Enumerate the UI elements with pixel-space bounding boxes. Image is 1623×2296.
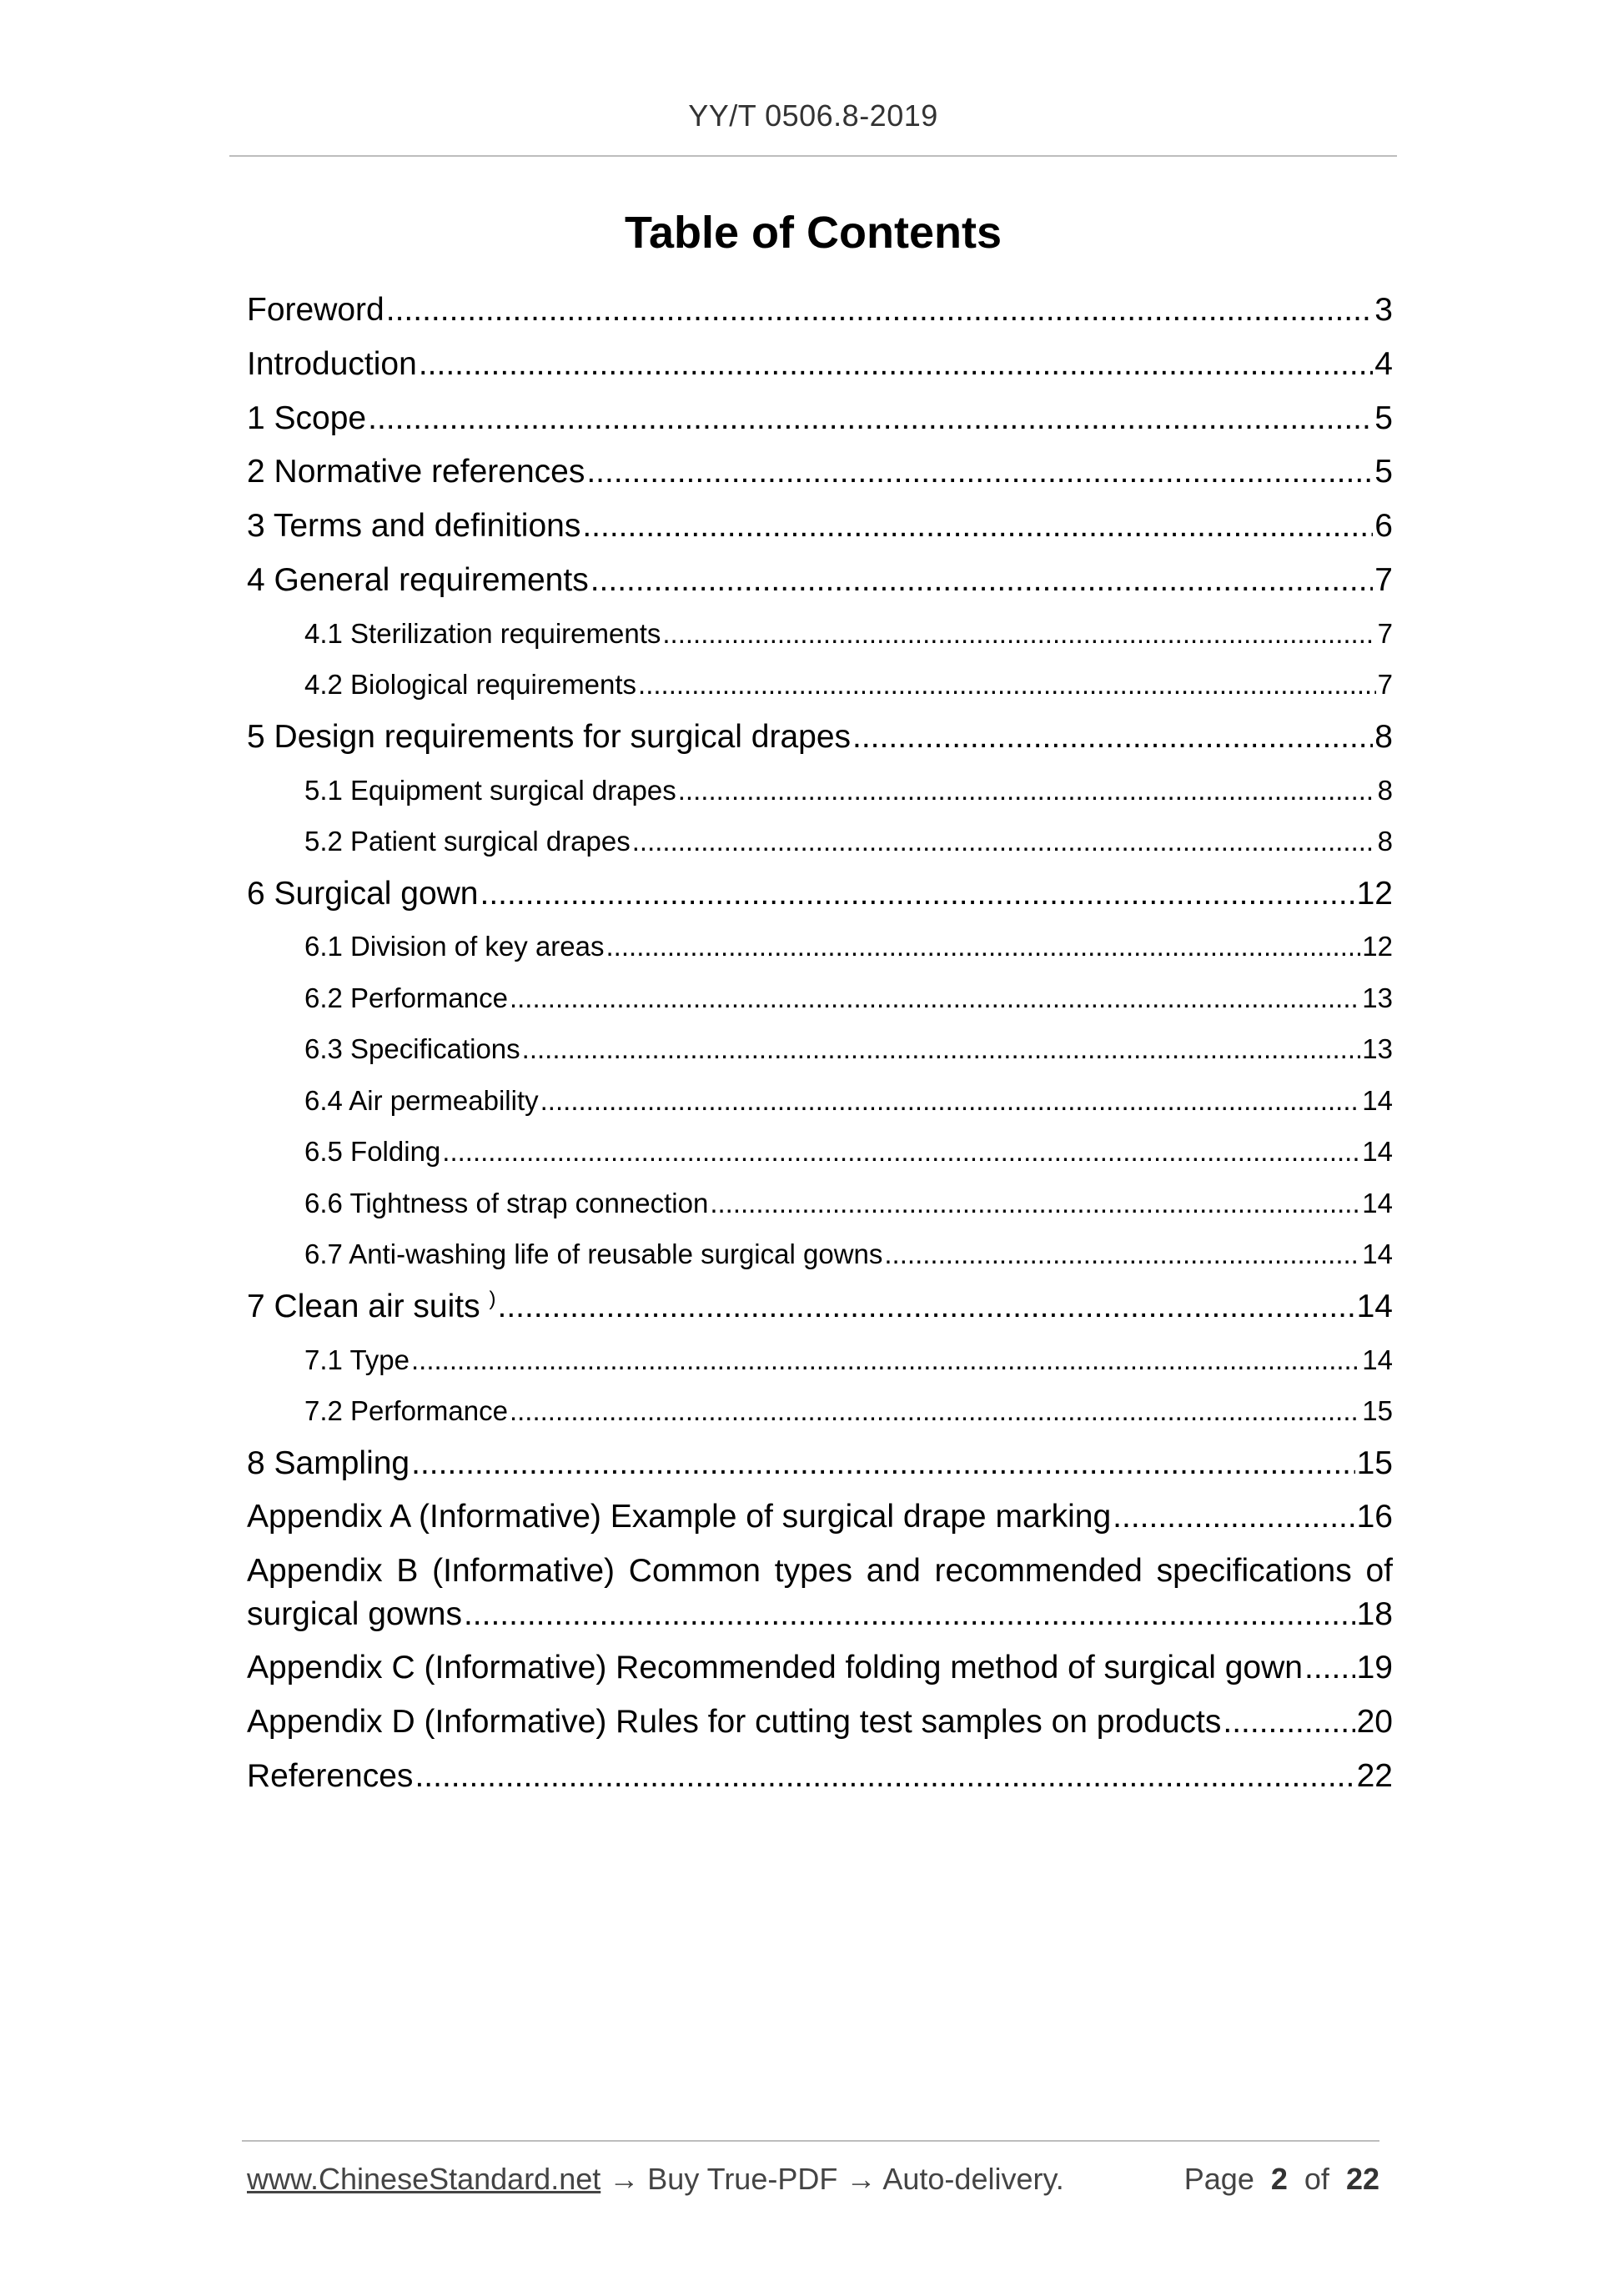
toc-leader-dots [497, 1280, 1354, 1334]
toc-leader-dots [638, 659, 1376, 711]
toc-entry-page: 14 [1362, 1187, 1393, 1218]
toc-leader-dots [586, 445, 1373, 500]
toc-entry-biological-requirements[interactable] [247, 659, 1393, 711]
toc-leader-dots [632, 816, 1376, 867]
toc-entry-specifications[interactable] [247, 1023, 1393, 1075]
toc-entry-label: Foreword [247, 292, 384, 328]
website-link[interactable]: www.ChineseStandard.net [247, 2162, 601, 2196]
toc-entry-label: Appendix D (Informative) Rules for cutting test samples on products [247, 1704, 1222, 1741]
toc-entry-label: 6.3 Specifications [304, 1033, 520, 1065]
toc-entry-normative-references[interactable] [247, 445, 1393, 500]
of-word: of [1304, 2162, 1329, 2196]
toc-entry-division-key-areas[interactable] [247, 921, 1393, 972]
toc-entry-label-line2: surgical gowns [247, 1596, 462, 1633]
toc-entry-label: Appendix A (Informative) Example of surgical drape marking [247, 1499, 1112, 1535]
toc-entry-page: 8 [1377, 826, 1393, 857]
header-divider [229, 155, 1397, 157]
toc-entry-label: 6.4 Air permeability [304, 1084, 539, 1116]
toc-leader-dots [606, 921, 1361, 972]
toc-entry-line2 [247, 1593, 1393, 1641]
toc-entry-page: 15 [1356, 1444, 1393, 1481]
toc-entry-scope[interactable] [247, 392, 1393, 446]
toc-entry-page: 5 [1374, 399, 1393, 436]
page-current: 2 [1270, 2162, 1288, 2196]
toc-leader-dots [510, 1385, 1360, 1437]
toc-entry-surgical-gown[interactable] [247, 867, 1393, 922]
toc-entry-performance-suits[interactable] [247, 1385, 1393, 1437]
toc-entry-appendix-a[interactable] [247, 1490, 1393, 1545]
toc-entry-label: 6.1 Division of key areas [304, 931, 605, 962]
toc-entry-label: 3 Terms and definitions [247, 508, 581, 545]
page-word: Page [1183, 2162, 1254, 2196]
toc-entry-label-line1: Appendix B (Informative) Common types and recommended specifications of [247, 1553, 1393, 1590]
toc-entry-page: 3 [1374, 292, 1393, 328]
toc-leader-dots [1113, 1490, 1354, 1545]
toc-entry-page: 12 [1362, 931, 1393, 962]
toc-entry-page: 20 [1356, 1704, 1393, 1741]
delivery-text: Auto-delivery. [882, 2162, 1064, 2196]
toc-entry-performance-gown[interactable] [247, 972, 1393, 1024]
toc-entry-air-permeability[interactable] [247, 1075, 1393, 1127]
toc-entry-label: 5 Design requirements for surgical drapes [247, 718, 852, 755]
toc-leader-dots [368, 392, 1373, 446]
toc-leader-dots [590, 554, 1374, 608]
toc-leader-dots [386, 284, 1374, 338]
toc-entry-type[interactable] [247, 1334, 1393, 1386]
toc-entry-page: 6 [1374, 508, 1393, 545]
toc-leader-dots [1304, 1641, 1355, 1696]
toc-entry-page: 13 [1362, 982, 1393, 1013]
toc-leader-dots [411, 1437, 1354, 1491]
toc-leader-dots [852, 711, 1373, 765]
toc-entry-sterilization-requirements[interactable] [247, 608, 1393, 660]
toc-entry-label: 4 General requirements [247, 561, 589, 598]
toc-entry-references[interactable] [247, 1750, 1393, 1804]
toc-entry-page: 18 [1356, 1596, 1393, 1633]
toc-entry-label: 6.7 Anti-washing life of reusable surgical gowns [304, 1238, 883, 1270]
toc-entry-page: 22 [1356, 1757, 1393, 1794]
toc-entry-page: 7 [1377, 669, 1393, 701]
toc-entry-page: 14 [1362, 1136, 1393, 1168]
toc-entry-page: 14 [1362, 1238, 1393, 1270]
toc-entry-appendix-c[interactable] [247, 1641, 1393, 1696]
toc-leader-dots [480, 867, 1355, 922]
toc-entry-page: 4 [1374, 345, 1393, 382]
toc-entry-equipment-surgical-drapes[interactable] [247, 765, 1393, 816]
footer-divider [242, 2140, 1379, 2142]
toc-entry-anti-washing-life[interactable] [247, 1228, 1393, 1280]
toc-leader-dots [1223, 1696, 1354, 1750]
toc-entry-label: 7.2 Performance [304, 1395, 508, 1427]
toc-entry-label: 7.1 Type [304, 1344, 410, 1375]
toc-leader-dots [415, 1750, 1354, 1804]
page-total: 22 [1345, 2162, 1379, 2196]
toc-entry-page: 14 [1356, 1288, 1393, 1324]
toc-entry-label: References [247, 1757, 414, 1794]
toc-entry-label: 6.6 Tightness of strap connection [304, 1187, 709, 1218]
arrow-icon: → [609, 2162, 640, 2196]
toc-entry-page: 16 [1356, 1499, 1393, 1535]
toc-entry-appendix-b[interactable] [247, 1545, 1393, 1641]
toc-entry-folding[interactable] [247, 1126, 1393, 1178]
toc-entry-page: 14 [1362, 1084, 1393, 1116]
page-header-standard-id: YY/T 0506.8-2019 [688, 98, 938, 133]
toc-entry-label [247, 1280, 497, 1334]
toc-entry-label: 6.2 Performance [304, 982, 508, 1013]
toc-entry-label: 5.1 Equipment surgical drapes [304, 774, 676, 806]
toc-leader-dots [582, 500, 1373, 554]
toc-entry-foreword[interactable] [247, 284, 1393, 338]
toc-entry-label: 5.2 Patient surgical drapes [304, 826, 631, 857]
toc-entry-sampling[interactable] [247, 1437, 1393, 1491]
toc-entry-page: 5 [1374, 454, 1393, 490]
toc-entry-label-text: 7 Clean air suits [247, 1288, 480, 1324]
toc-entry-label: 6.5 Folding [304, 1136, 441, 1168]
toc-entry-appendix-d[interactable] [247, 1696, 1393, 1750]
toc-title: Table of Contents [625, 208, 1002, 258]
toc-entry-page: 7 [1377, 617, 1393, 649]
toc-entry-label: 6 Surgical gown [247, 875, 479, 912]
toc-entry-label: Appendix C (Informative) Recommended folding method of surgical gown [247, 1650, 1303, 1686]
toc-entry-page: 7 [1374, 561, 1393, 598]
toc-entry-label: 8 Sampling [247, 1444, 410, 1481]
toc-leader-dots [510, 972, 1360, 1024]
table-of-contents [247, 284, 1393, 1804]
toc-entry-page: 13 [1362, 1033, 1393, 1065]
arrow-icon: → [846, 2162, 877, 2196]
toc-leader-dots [710, 1178, 1360, 1229]
toc-entry-label: 4.2 Biological requirements [304, 669, 637, 701]
buy-text: Buy True-PDF [647, 2162, 838, 2196]
toc-entry-label: 1 Scope [247, 399, 367, 436]
toc-leader-dots [540, 1075, 1361, 1127]
toc-entry-page: 12 [1356, 875, 1393, 912]
toc-entry-general-requirements[interactable] [247, 554, 1393, 608]
page-number [1184, 2162, 1379, 2197]
toc-entry-page: 8 [1377, 774, 1393, 806]
toc-entry-page: 15 [1362, 1395, 1393, 1427]
toc-entry-label: Introduction [247, 345, 417, 382]
toc-leader-dots [419, 338, 1373, 392]
toc-entry-label: 2 Normative references [247, 454, 585, 490]
toc-entry-clean-air-suits[interactable] [247, 1280, 1393, 1334]
toc-leader-dots [678, 765, 1376, 816]
toc-entry-design-requirements-drapes[interactable] [247, 711, 1393, 765]
toc-leader-dots [411, 1334, 1360, 1386]
toc-entry-terms-definitions[interactable] [247, 500, 1393, 554]
toc-entry-label: 4.1 Sterilization requirements [304, 617, 661, 649]
toc-entry-page: 19 [1356, 1650, 1393, 1686]
toc-leader-dots [442, 1126, 1360, 1178]
toc-leader-dots [464, 1593, 1355, 1636]
toc-leader-dots [884, 1228, 1360, 1280]
toc-entry-label-suffix: ) [489, 1287, 496, 1310]
toc-leader-dots [522, 1023, 1361, 1075]
footer-promo [247, 2162, 1064, 2197]
toc-entry-page: 14 [1362, 1344, 1393, 1375]
toc-entry-patient-surgical-drapes[interactable] [247, 816, 1393, 867]
toc-entry-strap-tightness[interactable] [247, 1178, 1393, 1229]
toc-leader-dots [662, 608, 1375, 660]
toc-entry-introduction[interactable] [247, 338, 1393, 392]
toc-entry-page: 8 [1374, 718, 1393, 755]
